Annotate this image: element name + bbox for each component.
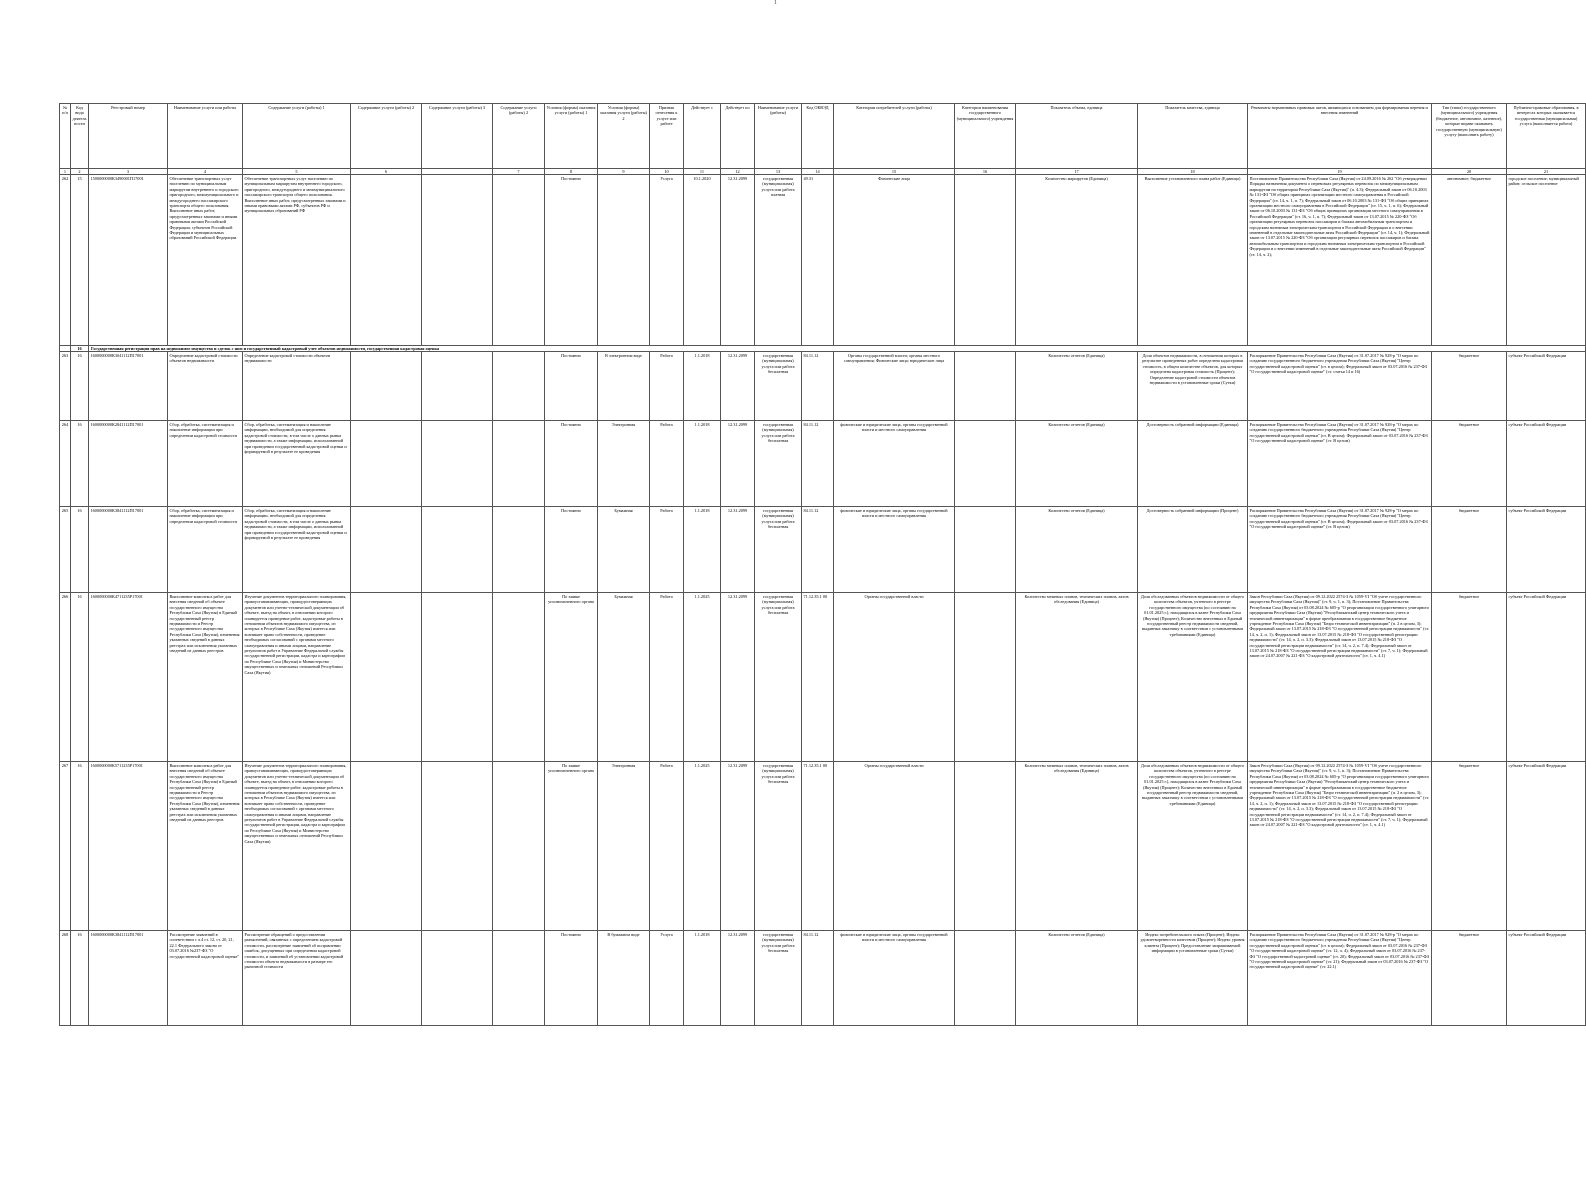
cell-f1: Постоянно <box>545 507 598 593</box>
column-header: Код ОКВЭД <box>802 104 834 169</box>
cell-inst <box>955 175 1016 346</box>
cell-sname: государственная (муниципальная) услуга или работа бесплатная <box>755 762 802 931</box>
cell-c1: Сбор, обработка, систематизация и накопление информации, необходимой для определения кадастровой стоимости, в том числе о данных рынка недвижимости, а также информации, использованной при проведении государственной кадастровой оценки и формируемой в результате ее проведения <box>243 507 351 593</box>
cell-name: Рассмотрение заявлений в соответствии с ч.4 ст. 12, ст. 20, 21, 22.1 Федерального закона от 03.07.2016 №237-ФЗ "О государственной кадастровой оценке" <box>168 931 243 1026</box>
cell-pub: субъект Российской Федерации <box>1507 593 1586 762</box>
cell-vol: Количество межевых планов, технических планов, актов обследования (Единица) <box>1016 762 1138 931</box>
cell-reg: 1600000000К4711235Р17001 <box>89 593 168 762</box>
cell-reg: 1600000000К5711235Р17001 <box>89 762 168 931</box>
cell-pub: субъект Российской Федерации <box>1507 421 1586 507</box>
cell-name: Сбор, обработка, систематизация и накопление информации при определении кадастровой стоимости <box>168 421 243 507</box>
table-body <box>60 175 1586 1026</box>
cell-from: 1.1.2018 <box>684 352 721 421</box>
cell-inst <box>955 593 1016 762</box>
cell-c1: Обеспечение транспортных услуг населению по муниципальным маршрутам внутреннего городского, пригородного, междугороднего и межмуниципального пассажирского транспорта общего пользования. Выполнение иных работ, предусмотренных законами и иными правовыми актами РФ, субъектов РФ и муниципальных образований РФ <box>243 175 351 346</box>
cell-cons: физические и юридические лица, органы государственной власти и местного самоуправления <box>834 507 955 593</box>
cell-n: 268 <box>60 931 71 1026</box>
cell-acts: Распоряжение Правительства Республики Саха (Якутия) от 31.07.2017 № 928-р "О мерах по созданию государственного бюджетного учреждения Республики Саха (Якутия) "Центр государственной кадастровой оценки" (ст. В целом); Федеральный закон от 03.07.2016 № 237-ФЗ "О государственной кадастровой оценке" (ст. В целом) <box>1248 507 1432 593</box>
cell-vol: Количество отчетов (Единица) <box>1016 352 1138 421</box>
cell-code: 16 <box>71 931 89 1026</box>
cell-cons: Органы государственной власти; органы местного самоуправления; Физические лица; юридические лица <box>834 352 955 421</box>
cell-vol: Количество межевых планов, технических планов, актов обследования (Единица) <box>1016 593 1138 762</box>
column-header: Признак отнесения к услуге или работе <box>650 104 684 169</box>
column-header: Публично-правовые образования, в интересах которых оказывается государственная (муниципальная) услуга (выполняется работа) <box>1507 104 1586 169</box>
cell-f1: Постоянно <box>545 352 598 421</box>
cell-c4 <box>493 352 545 421</box>
column-number: 8 <box>545 169 598 175</box>
cell-inst <box>955 421 1016 507</box>
column-number: 17 <box>1016 169 1138 175</box>
cell-acts: Распоряжение Правительства Республики Саха (Якутия) от 31.07.2017 № 928-р "О мерах по созданию государственного бюджетного учреждения Республики Саха (Якутия) "Центр государственной кадастровой оценки" (ст. в целом); Федеральный закон от 03.07.2016 № 237-ФЗ "О государственной кадастровой оценке" (ст. статья 14 и 16) <box>1248 352 1432 421</box>
cell-code: 16 <box>71 762 89 931</box>
cell-c3 <box>422 175 493 346</box>
cell-name: Обеспечение транспортных услуг населению по муниципальным маршрутам внутреннего и городского пригородного, межмуниципального и междугороднего пассажирского транспорта общего пользования. Выполнение иных работ, предусмотренных законами и иными правовыми актами Российской Федерации, субъектов Российской Федерации и муниципальных образований Российской Федерации. <box>168 175 243 346</box>
cell-f1: Постоянно <box>545 931 598 1026</box>
cell-okved: 71.12.35.1 00 <box>802 593 834 762</box>
cell-c2 <box>351 931 422 1026</box>
cell-to: 12.31.2099 <box>721 352 755 421</box>
cell-okved: 84.11.12 <box>802 931 834 1026</box>
cell-c4 <box>493 507 545 593</box>
cell-f1: По заявке уполномоченного органа <box>545 762 598 931</box>
cell-f2: Бумажная <box>598 593 650 762</box>
cell-c3 <box>422 762 493 931</box>
cell-c4 <box>493 175 545 346</box>
cell-c2 <box>351 175 422 346</box>
cell-sname: государственная (муниципальная) услуга или работа бесплатная <box>755 352 802 421</box>
cell-from: 1.1.2018 <box>684 421 721 507</box>
cell-inst <box>955 931 1016 1026</box>
cell-c4 <box>493 762 545 931</box>
cell-c3 <box>422 352 493 421</box>
cell-from: 1.1.2018 <box>684 931 721 1026</box>
cell-okved: 49.31 <box>802 175 834 346</box>
column-number: 5 <box>243 169 351 175</box>
cell-code: 16 <box>71 593 89 762</box>
column-number: 19 <box>1248 169 1432 175</box>
cell-type: бюджетное <box>1432 421 1507 507</box>
cell-name: Выполнение комплекса работ для внесения сведений об объекте государственного имущества Республики Саха (Якутия) в Единый государственный реестр недвижимости и Реестр государственного имущества Республики Саха (Якутия), изменения указанных сведений в данных реестрах или исключения указанных сведений из данных реестров <box>168 593 243 762</box>
cell-c1: Определение кадастровой стоимости объектов недвижимости <box>243 352 351 421</box>
column-header: Содержание услуги (работы) 2 <box>351 104 422 169</box>
cell-f2: В бумажном виде <box>598 931 650 1026</box>
cell-pub: городское поселение; муниципальный район; сельское поселение <box>1507 175 1586 346</box>
cell-to: 12.31.2099 <box>721 593 755 762</box>
cell-inst <box>955 762 1016 931</box>
cell-sname: государственная (муниципальная) услуга или работа бесплатная <box>755 507 802 593</box>
cell-c1: Рассмотрение обращений о предоставлении разъяснений, связанных с определением кадастровой стоимости, рассмотрение заявлений об исправлении ошибок, допущенных при определении кадастровой стоимости, и заявлений об установлении кадастровой стоимости объекта недвижимости в размере его рыночной стоимости <box>243 931 351 1026</box>
table-row <box>60 931 1586 1026</box>
cell-acts: Постановление Правительства Республики Саха (Якутия) от 24.09.2016 № 262 "Об утверждении Порядка назначения документа о перевозках регулярных перевозок по межмуниципальным маршрутам на территории Республики Саха (Якутия)" (п. 4.3); Федеральный закон от 06.10.2003 № 131-ФЗ "Об общих принципах организации местного самоуправления в Российской Федерации" (ст. 14, ч. 1, п. 7); Федеральный закон от 06.10.2003 № 131-ФЗ "Об общих принципах организации местного самоуправления в Российской Федерации" (ст. 15, ч. 1, п. 6); Федеральный закон от 06.10.2003 № 131-ФЗ "Об общих принципах организации местного самоуправления в Российской Федерации" (ст. 16, ч. 1, п. 7); Федеральный закон от 13.07.2015 № 220-ФЗ "Об организации регулярных перевозок пассажиров и багажа автомобильным транспортом и городским наземным электрическим транспортом в Российской Федерации и о внесении изменений в отдельные законодательные акты Российской Федерации" (ст. 14, ч. 1); Федеральный закон от 13.07.2015 № 220-ФЗ "Об организации регулярных перевозок пассажиров и багажа автомобильным транспортом и городским наземным электрическим транспортом в Российской Федерации и о внесении изменений в отдельные законодательные акты Российской Федерации" (ст. 14, ч. 2); <box>1248 175 1432 346</box>
column-header: Наименование услуги (работы) <box>755 104 802 169</box>
cell-to: 12.31.2099 <box>721 421 755 507</box>
column-number: 7 <box>493 169 545 175</box>
column-number: 18 <box>1138 169 1248 175</box>
cell-type: бюджетное <box>1432 762 1507 931</box>
cell-c4 <box>493 421 545 507</box>
cell-acts: Распоряжение Правительства Республики Саха (Якутия) от 31.07.2017 № 928-р "О мерах по созданию государственного бюджетного учреждения Республики Саха (Якутия) "Центр государственной кадастровой оценки" (ст. В целом); Федеральный закон от 03.07.2016 № 237-ФЗ "О государственной кадастровой оценке" (ст. В целом) <box>1248 421 1432 507</box>
cell-code: 16 <box>71 352 89 421</box>
column-number: 12 <box>721 169 755 175</box>
cell-c2 <box>351 593 422 762</box>
column-header: Действует по <box>721 104 755 169</box>
section-code: 16 <box>71 346 89 352</box>
cell-kind: Работа <box>650 352 684 421</box>
cell-vol: Количество отчетов (Единица) <box>1016 421 1138 507</box>
cell-pub: субъект Российской Федерации <box>1507 931 1586 1026</box>
cell-code: 16 <box>71 507 89 593</box>
column-number: 11 <box>684 169 721 175</box>
cell-n: 264 <box>60 421 71 507</box>
cell-qual: Доля объектов недвижимости, в отношении которых в результате проведенных работ определена кадастровая стоимость, в общем количестве объектов, для которых определена кадастровая стоимость (Процент); Определение кадастровой стоимости объектов недвижимости в установленные сроки (Сутки) <box>1138 352 1248 421</box>
table-header <box>60 104 1586 175</box>
column-header: Показатель объема, единица <box>1016 104 1138 169</box>
cell-pub: субъект Российской Федерации <box>1507 352 1586 421</box>
column-header: Категории наименования государственного (муниципального) учреждения <box>955 104 1016 169</box>
cell-f2 <box>598 175 650 346</box>
cell-c3 <box>422 507 493 593</box>
column-number: 20 <box>1432 169 1507 175</box>
cell-reg: 1600000000К3841112П17001 <box>89 507 168 593</box>
column-number: 1 <box>60 169 71 175</box>
cell-n: 265 <box>60 507 71 593</box>
cell-cons: Органы государственной власти <box>834 593 955 762</box>
cell-inst <box>955 352 1016 421</box>
cell-from: 1.1.2025 <box>684 762 721 931</box>
cell-n: 263 <box>60 352 71 421</box>
cell-f2: Электронная <box>598 762 650 931</box>
cell-qual: Достоверность собранной информации (Единица) <box>1138 421 1248 507</box>
cell-c3 <box>422 931 493 1026</box>
column-header: Условия (формы) оказания услуги (работы) 2 <box>598 104 650 169</box>
cell-vol: Количество отчетов (Единица) <box>1016 507 1138 593</box>
cell-type: автономное; бюджетное <box>1432 175 1507 346</box>
cell-reg: 1600000000К3041112П17001 <box>89 352 168 421</box>
cell-f2: Бумажная <box>598 507 650 593</box>
cell-f1: Постоянно <box>545 175 598 346</box>
cell-type: бюджетное <box>1432 507 1507 593</box>
cell-kind: Работа <box>650 507 684 593</box>
cell-acts: Распоряжение Правительства Республики Саха (Якутия) от 31.07.2017 № 928-р "О мерах по созданию государственного бюджетного учреждения Республики Саха (Якутия) "Центр государственной кадастровой оценки" (ст. в целом); Федеральный закон от 03.07.2016 № 237-ФЗ "О государственной кадастровой оценке" (ст. 12, ч. 4); Федеральный закон от 03.07.2016 № 237-ФЗ "О государственной кадастровой оценке" (ст. 20); Федеральный закон от 03.07.2016 № 237-ФЗ "О государственной кадастровой оценке" (ст. 21); Федеральный закон от 03.07.2016 № 237-ФЗ "О государственной кадастровой оценке" (ст. 22.1) <box>1248 931 1432 1026</box>
section-title: Государственная регистрация прав на недвижимое имущество и сделок с ним и государственный кадастровый учет объектов недвижимости, государственная кадастровая оценка <box>89 346 1586 352</box>
column-number: 3 <box>89 169 168 175</box>
page-marker: 1 <box>774 0 777 6</box>
cell-c2 <box>351 762 422 931</box>
cell-inst <box>955 507 1016 593</box>
cell-c2 <box>351 507 422 593</box>
cell-qual: Доля обследованных объектов недвижимости от общего количества объектов, учтенного в реестре государственного имущества (по состоянию на 01.01.2025 г.), находящихся в казне Республики Саха (Якутия) (Процент); Количество внесенных в Единый государственный реестр недвижимости сведений, выданных заказчику в соответствии с установленными требованиями (Единица) <box>1138 762 1248 931</box>
cell-pub: субъект Российской Федерации <box>1507 762 1586 931</box>
cell-pub: субъект Российской Федерации <box>1507 507 1586 593</box>
header-row <box>60 104 1586 169</box>
cell-c3 <box>422 593 493 762</box>
cell-c2 <box>351 421 422 507</box>
cell-f2: В электронном виде <box>598 352 650 421</box>
column-header: Содержание услуги (работы) 3 <box>422 104 493 169</box>
cell-f1: Постоянно <box>545 421 598 507</box>
cell-okved: 84.11.12 <box>802 507 834 593</box>
cell-type: бюджетное <box>1432 352 1507 421</box>
table-row <box>60 352 1586 421</box>
cell-from: 1.1.2018 <box>684 507 721 593</box>
column-header: Действует с <box>684 104 721 169</box>
cell-c4 <box>493 931 545 1026</box>
cell-f2: Электронная <box>598 421 650 507</box>
cell-okved: 84.11.12 <box>802 421 834 507</box>
column-header: Наименование услуги или работы <box>168 104 243 169</box>
cell-acts: Закон Республики Саха (Якутия) от 09.12.2022 2574-З № 1059-VI "Об учете государственного имущества Республики Саха (Якутия)" (ст. 9, ч. 1, п. 3); Постановление Правительства Республики Саха (Якутия) от 03.08.2024 № 605-р "О реорганизации государственного унитарного предприятия Республики Саха (Якутия) "Республиканский центр технического учета и технической инвентаризации" в форме преобразования в государственное бюджетное учреждение Республики Саха (Якутия) "Бюро технической инвентаризации" (п. 2 в целом, 3); Федеральный закон от 13.07.2015 № 218-ФЗ "О государственной регистрации недвижимости" (ст. 14, ч. 2, п. 1); Федеральный закон от 13.07.2015 № 218-ФЗ "О государственной регистрации недвижимости" (ст. 14, ч. 2, п. 3.3); Федеральный закон от 13.07.2015 № 218-ФЗ "О государственной регистрации недвижимости" (ст. 14, ч. 2, п. 7.4); Федеральный закон от 13.07.2015 № 218-ФЗ "О государственной регистрации недвижимости" (ст. 7, ч. 1); Федеральный закон от 24.07.2007 № 221-ФЗ "О кадастровой деятельности" (ст. 1, ч. 4.1) <box>1248 593 1432 762</box>
column-number: 13 <box>755 169 802 175</box>
cell-name: Определение кадастровой стоимости объектов недвижимости <box>168 352 243 421</box>
cell-okved: 84.11.12 <box>802 352 834 421</box>
column-number: 10 <box>650 169 684 175</box>
column-header: № п/п <box>60 104 71 169</box>
table-row <box>60 593 1586 762</box>
column-header: Код вида деятельности <box>71 104 89 169</box>
column-number: 6 <box>351 169 422 175</box>
cell-cons: Органы государственной власти <box>834 762 955 931</box>
cell-reg: 1600000000К3841112П17001 <box>89 931 168 1026</box>
column-header: Реестровый номер <box>89 104 168 169</box>
cell-c3 <box>422 421 493 507</box>
column-header: Показатель качества, единица <box>1138 104 1248 169</box>
cell-qual: Выполнение установленного плана работ (Единица) <box>1138 175 1248 346</box>
cell-sname: государственная (муниципальная) услуга или работа бесплатная <box>755 593 802 762</box>
cell-cons: физические и юридические лица, органы государственной власти и местного самоуправления <box>834 931 955 1026</box>
cell-qual: Достоверность собранной информации (Процент) <box>1138 507 1248 593</box>
cell-okved: 71.12.35.1 00 <box>802 762 834 931</box>
cell-code: 15 <box>71 175 89 346</box>
cell-qual: Индекс потребительского опыта (Процент); Индекс удовлетворенности качеством (Процент); Индекс уровня клиента (Процент); Предоставление запрашиваемой информации в установленные сроки (Сутки) <box>1138 931 1248 1026</box>
table-row <box>60 507 1586 593</box>
cell-sname: государственная (муниципальная) услуга или работа бесплатная <box>755 421 802 507</box>
cell-to: 12.31.2099 <box>721 175 755 346</box>
cell-reg: 1600000000К2841112П17001 <box>89 421 168 507</box>
cell-vol: Количество отчетов (Единица) <box>1016 931 1138 1026</box>
cell-c1: Изучение документов территориального планирования, правоустанавливающих, правоудостоверяющих документов или учетно-технической документации об объекте, выезд на объект, в отношении которого планируется проведение работ, кадастровые работы в отношении объектов недвижимого имущества, из которых в Республике Саха (Якутия) имеется или возникает право собственности, проведение необходимых согласований с органами местного самоуправления и иными лицами, направление результатов работ в Управление Федеральной службы государственной регистрации, кадастра и картографии по Республике Саха (Якутия) и Министерство имущественных и земельных отношений Республики Саха (Якутия) <box>243 762 351 931</box>
cell-from: 10.1.2020 <box>684 175 721 346</box>
cell-kind: Услуга <box>650 175 684 346</box>
cell-to: 12.31.2099 <box>721 931 755 1026</box>
column-number: 4 <box>168 169 243 175</box>
cell-to: 12.31.2099 <box>721 507 755 593</box>
cell-type: бюджетное <box>1432 593 1507 762</box>
column-header: Условия (формы) оказания услуги (работы) 1 <box>545 104 598 169</box>
column-header: Категории потребителей услуги (работы) <box>834 104 955 169</box>
column-number: 9 <box>598 169 650 175</box>
column-header: Реквизиты нормативных правовых актов, являющихся основанием для формирования перечня и внесения изменений <box>1248 104 1432 169</box>
cell-code: 16 <box>71 421 89 507</box>
cell-name: Выполнение комплекса работ для внесения сведений об объекте государственного имущества Республики Саха (Якутия) в Единый государственный реестр недвижимости и Реестр государственного имущества Республики Саха (Якутия), изменения указанных сведений в данных реестрах или исключения указанных сведений из данных реестров <box>168 762 243 931</box>
cell-vol: Количество маршрутов (Единица) <box>1016 175 1138 346</box>
cell-acts: Закон Республики Саха (Якутия) от 09.12.2022 2574-З № 1059-VI "Об учете государственного имущества Республики Саха (Якутия)" (ст. 9, ч. 1, п. 3); Постановление Правительства Республики Саха (Якутия) от 03.08.2024 № 605-р "О реорганизации государственного унитарного предприятия Республики Саха (Якутия) "Республиканский центр технического учета и технической инвентаризации" в форме преобразования в государственное бюджетное учреждение Республики Саха (Якутия) "Бюро технической инвентаризации" (п. 2 в целом, 3); Федеральный закон от 13.07.2015 № 218-ФЗ "О государственной регистрации недвижимости" (ст. 14, ч. 2, п. 1); Федеральный закон от 13.07.2015 № 218-ФЗ "О государственной регистрации недвижимости" (ст. 14, ч. 2, п. 3.3); Федеральный закон от 13.07.2015 № 218-ФЗ "О государственной регистрации недвижимости" (ст. 14, ч. 2, п. 7.4); Федеральный закон от 13.07.2015 № 218-ФЗ "О государственной регистрации недвижимости" (ст. 7, ч. 1); Федеральный закон от 24.07.2007 № 221-ФЗ "О кадастровой деятельности" (ст. 1, ч. 4.1) <box>1248 762 1432 931</box>
cell-cons: Физические лица <box>834 175 955 346</box>
cell-qual: Доля обследованных объектов недвижимости от общего количества объектов, учтенного в реестре государственного имущества (по состоянию на 01.01.2025 г.), находящихся в казне Республики Саха (Якутия) (Процент); Количество внесенных в Единый государственный реестр недвижимости сведений, выданных заказчику в соответствии с установленными требованиями (Единица) <box>1138 593 1248 762</box>
cell-type: бюджетное <box>1432 931 1507 1026</box>
column-header: Тип (типы) государственного (муниципального) учреждения (бюджетное, автономное, казенное), которые вправе оказывать государственную (муниципальную) услугу (выполнять работу) <box>1432 104 1507 169</box>
cell-name: Сбор, обработка, систематизация и накопление информации при определении кадастровой стоимости <box>168 507 243 593</box>
column-header: Содержание услуги (работы) 2 <box>493 104 545 169</box>
cell-n: 262 <box>60 175 71 346</box>
cell-kind: Работа <box>650 762 684 931</box>
cell-to: 12.31.2099 <box>721 762 755 931</box>
cell-cons: физические и юридические лица, органы государственной власти и местного самоуправления <box>834 421 955 507</box>
cell-sname: государственная (муниципальная) услуга или работа платная <box>755 175 802 346</box>
cell-n: 267 <box>60 762 71 931</box>
cell-c1: Изучение документов территориального планирования, правоустанавливающих, правоудостоверяющих документов или учетно-технической документации об объекте, выезд на объект, в отношении которого планируется проведение работ, кадастровые работы в отношении объектов недвижимого имущества, из которых в Республике Саха (Якутия) имеется или возникает право собственности, проведение необходимых согласований с органами местного самоуправления и иными лицами, направление результатов работ в Управление Федеральной службы государственной регистрации, кадастра и картографии по Республике Саха (Якутия) и Министерство имущественных и земельных отношений Республики Саха (Якутия) <box>243 593 351 762</box>
cell-c1: Сбор, обработка, систематизация и накопление информации, необходимой для определения кадастровой стоимости, в том числе о данных рынка недвижимости, а также информации, использованной при проведении государственной кадастровой оценки и формируемой в результате ее проведения <box>243 421 351 507</box>
cell-kind: Услуга <box>650 931 684 1026</box>
table-row <box>60 175 1586 346</box>
table-row <box>60 762 1586 931</box>
column-header: Содержание услуги (работы) 1 <box>243 104 351 169</box>
table-row <box>60 421 1586 507</box>
cell-reg: 1500000000К3490001П17001 <box>89 175 168 346</box>
cell-from: 1.1.2025 <box>684 593 721 762</box>
column-number: 2 <box>71 169 89 175</box>
cell-f1: По заявке уполномоченного органа <box>545 593 598 762</box>
cell-kind: Работа <box>650 593 684 762</box>
cell-kind: Работа <box>650 421 684 507</box>
column-number: 15 <box>834 169 955 175</box>
services-registry-table <box>59 103 1586 1026</box>
cell-c2 <box>351 352 422 421</box>
cell-c4 <box>493 593 545 762</box>
cell-sname: государственная (муниципальная) услуга или работа бесплатная <box>755 931 802 1026</box>
cell-n: 266 <box>60 593 71 762</box>
column-number: 16 <box>955 169 1016 175</box>
column-number: 14 <box>802 169 834 175</box>
column-number: 21 <box>1507 169 1586 175</box>
